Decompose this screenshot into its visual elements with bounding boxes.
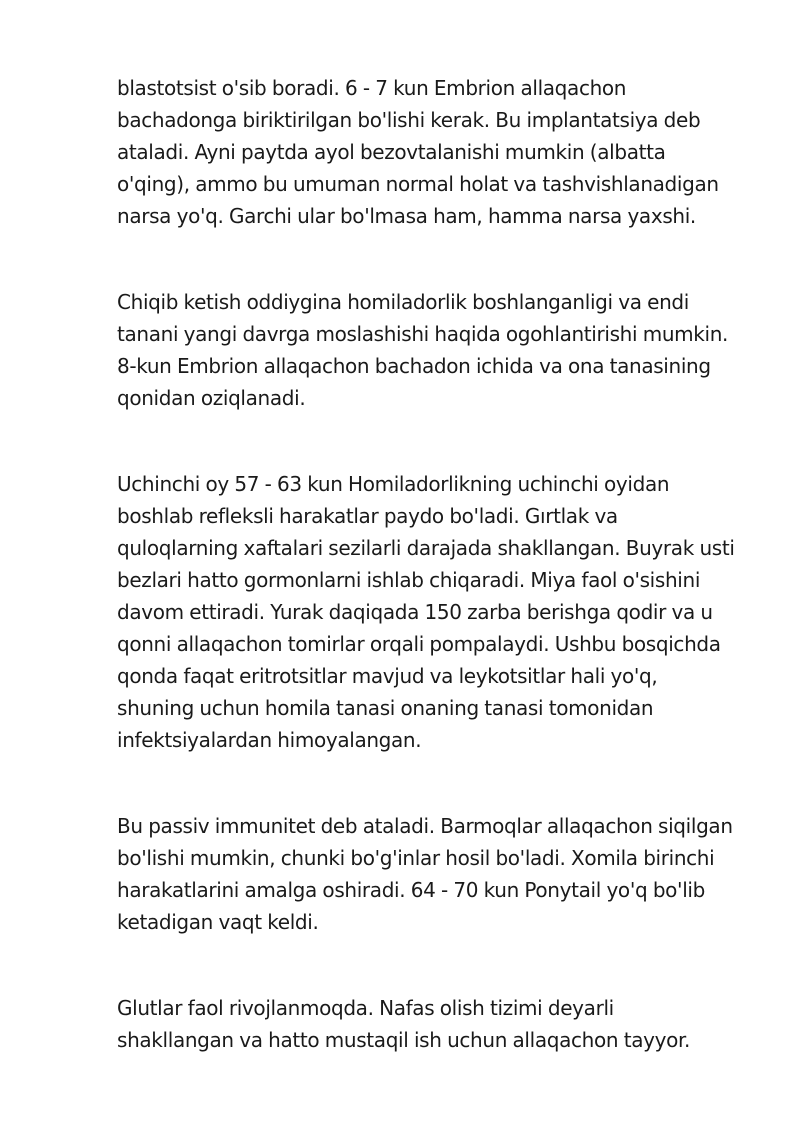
paragraph-spacer — [117, 232, 717, 286]
paragraph-line: shuning uchun homila tanasi onaning tanasi tomonidan — [117, 696, 654, 720]
paragraph-line: qonda faqat eritrotsitlar mavjud va leykotsitlar hali yo'q, — [117, 664, 658, 688]
paragraph-3 — [117, 468, 735, 756]
paragraph-line: harakatlarini amalga oshiradi. 64 - 70 kun Ponytail yo'q bo'lib — [117, 878, 705, 902]
paragraph-line: Chiqib ketish oddiygina homiladorlik boshlanganligi va endi — [117, 290, 689, 314]
paragraph-line: blastotsist o'sib boradi. 6 - 7 kun Embrion allaqachon — [117, 76, 627, 100]
paragraph-line: qonidan oziqlanadi. — [117, 386, 306, 410]
paragraph-line: qonni allaqachon tomirlar orqali pompalaydi. Ushbu bosqichda — [117, 632, 721, 656]
paragraph-5 — [117, 992, 717, 1056]
paragraph-line: tanani yangi davrga moslashishi haqida ogohlantirishi mumkin. — [117, 322, 729, 346]
paragraph-line: ketadigan vaqt keldi. — [117, 910, 319, 934]
paragraph-4 — [117, 810, 733, 938]
paragraph-line: davom ettiradi. Yurak daqiqada 150 zarba berishga qodir va u — [117, 600, 713, 624]
paragraph-line: bezlari hatto gormonlarni ishlab chiqaradi. Miya faol o'sishini — [117, 568, 701, 592]
paragraph-line: bachadonga biriktirilgan bo'lishi kerak. Bu implantatsiya deb — [117, 108, 701, 132]
paragraph-line: ataladi. Ayni paytda ayol bezovtalanishi mumkin (albatta — [117, 140, 666, 164]
paragraph-line: Bu passiv immunitet deb ataladi. Barmoqlar allaqachon siqilgan — [117, 814, 733, 838]
paragraph-line: Glutlar faol rivojlanmoqda. Nafas olish tizimi deyarli — [117, 996, 614, 1020]
paragraph-line: 8-kun Embrion allaqachon bachadon ichida va ona tanasining — [117, 354, 711, 378]
paragraph-1 — [117, 72, 717, 232]
paragraph-line: o'qing), ammo bu umuman normal holat va tashvishlanadigan — [117, 172, 719, 196]
paragraph-line: boshlab refleksli harakatlar paydo bo'ladi. Gırtlak va — [117, 504, 618, 528]
paragraph-2 — [117, 286, 729, 414]
paragraph-line: bo'lishi mumkin, chunki bo'g'inlar hosil bo'ladi. Xomila birinchi — [117, 846, 715, 870]
paragraph-spacer — [117, 938, 717, 992]
paragraph-spacer — [117, 756, 717, 810]
paragraph-spacer — [117, 414, 717, 468]
document-body — [117, 72, 735, 1056]
paragraph-line: narsa yo'q. Garchi ular bo'lmasa ham, hamma narsa yaxshi. — [117, 204, 696, 228]
paragraph-line: shakllangan va hatto mustaqil ish uchun allaqachon tayyor. — [117, 1028, 690, 1052]
paragraph-line: Uchinchi oy 57 - 63 kun Homiladorlikning uchinchi oyidan — [117, 472, 670, 496]
paragraph-line: quloqlarning xaftalari sezilarli darajada shakllangan. Buyrak usti — [117, 536, 735, 560]
paragraph-line: infektsiyalardan himoyalangan. — [117, 728, 422, 752]
